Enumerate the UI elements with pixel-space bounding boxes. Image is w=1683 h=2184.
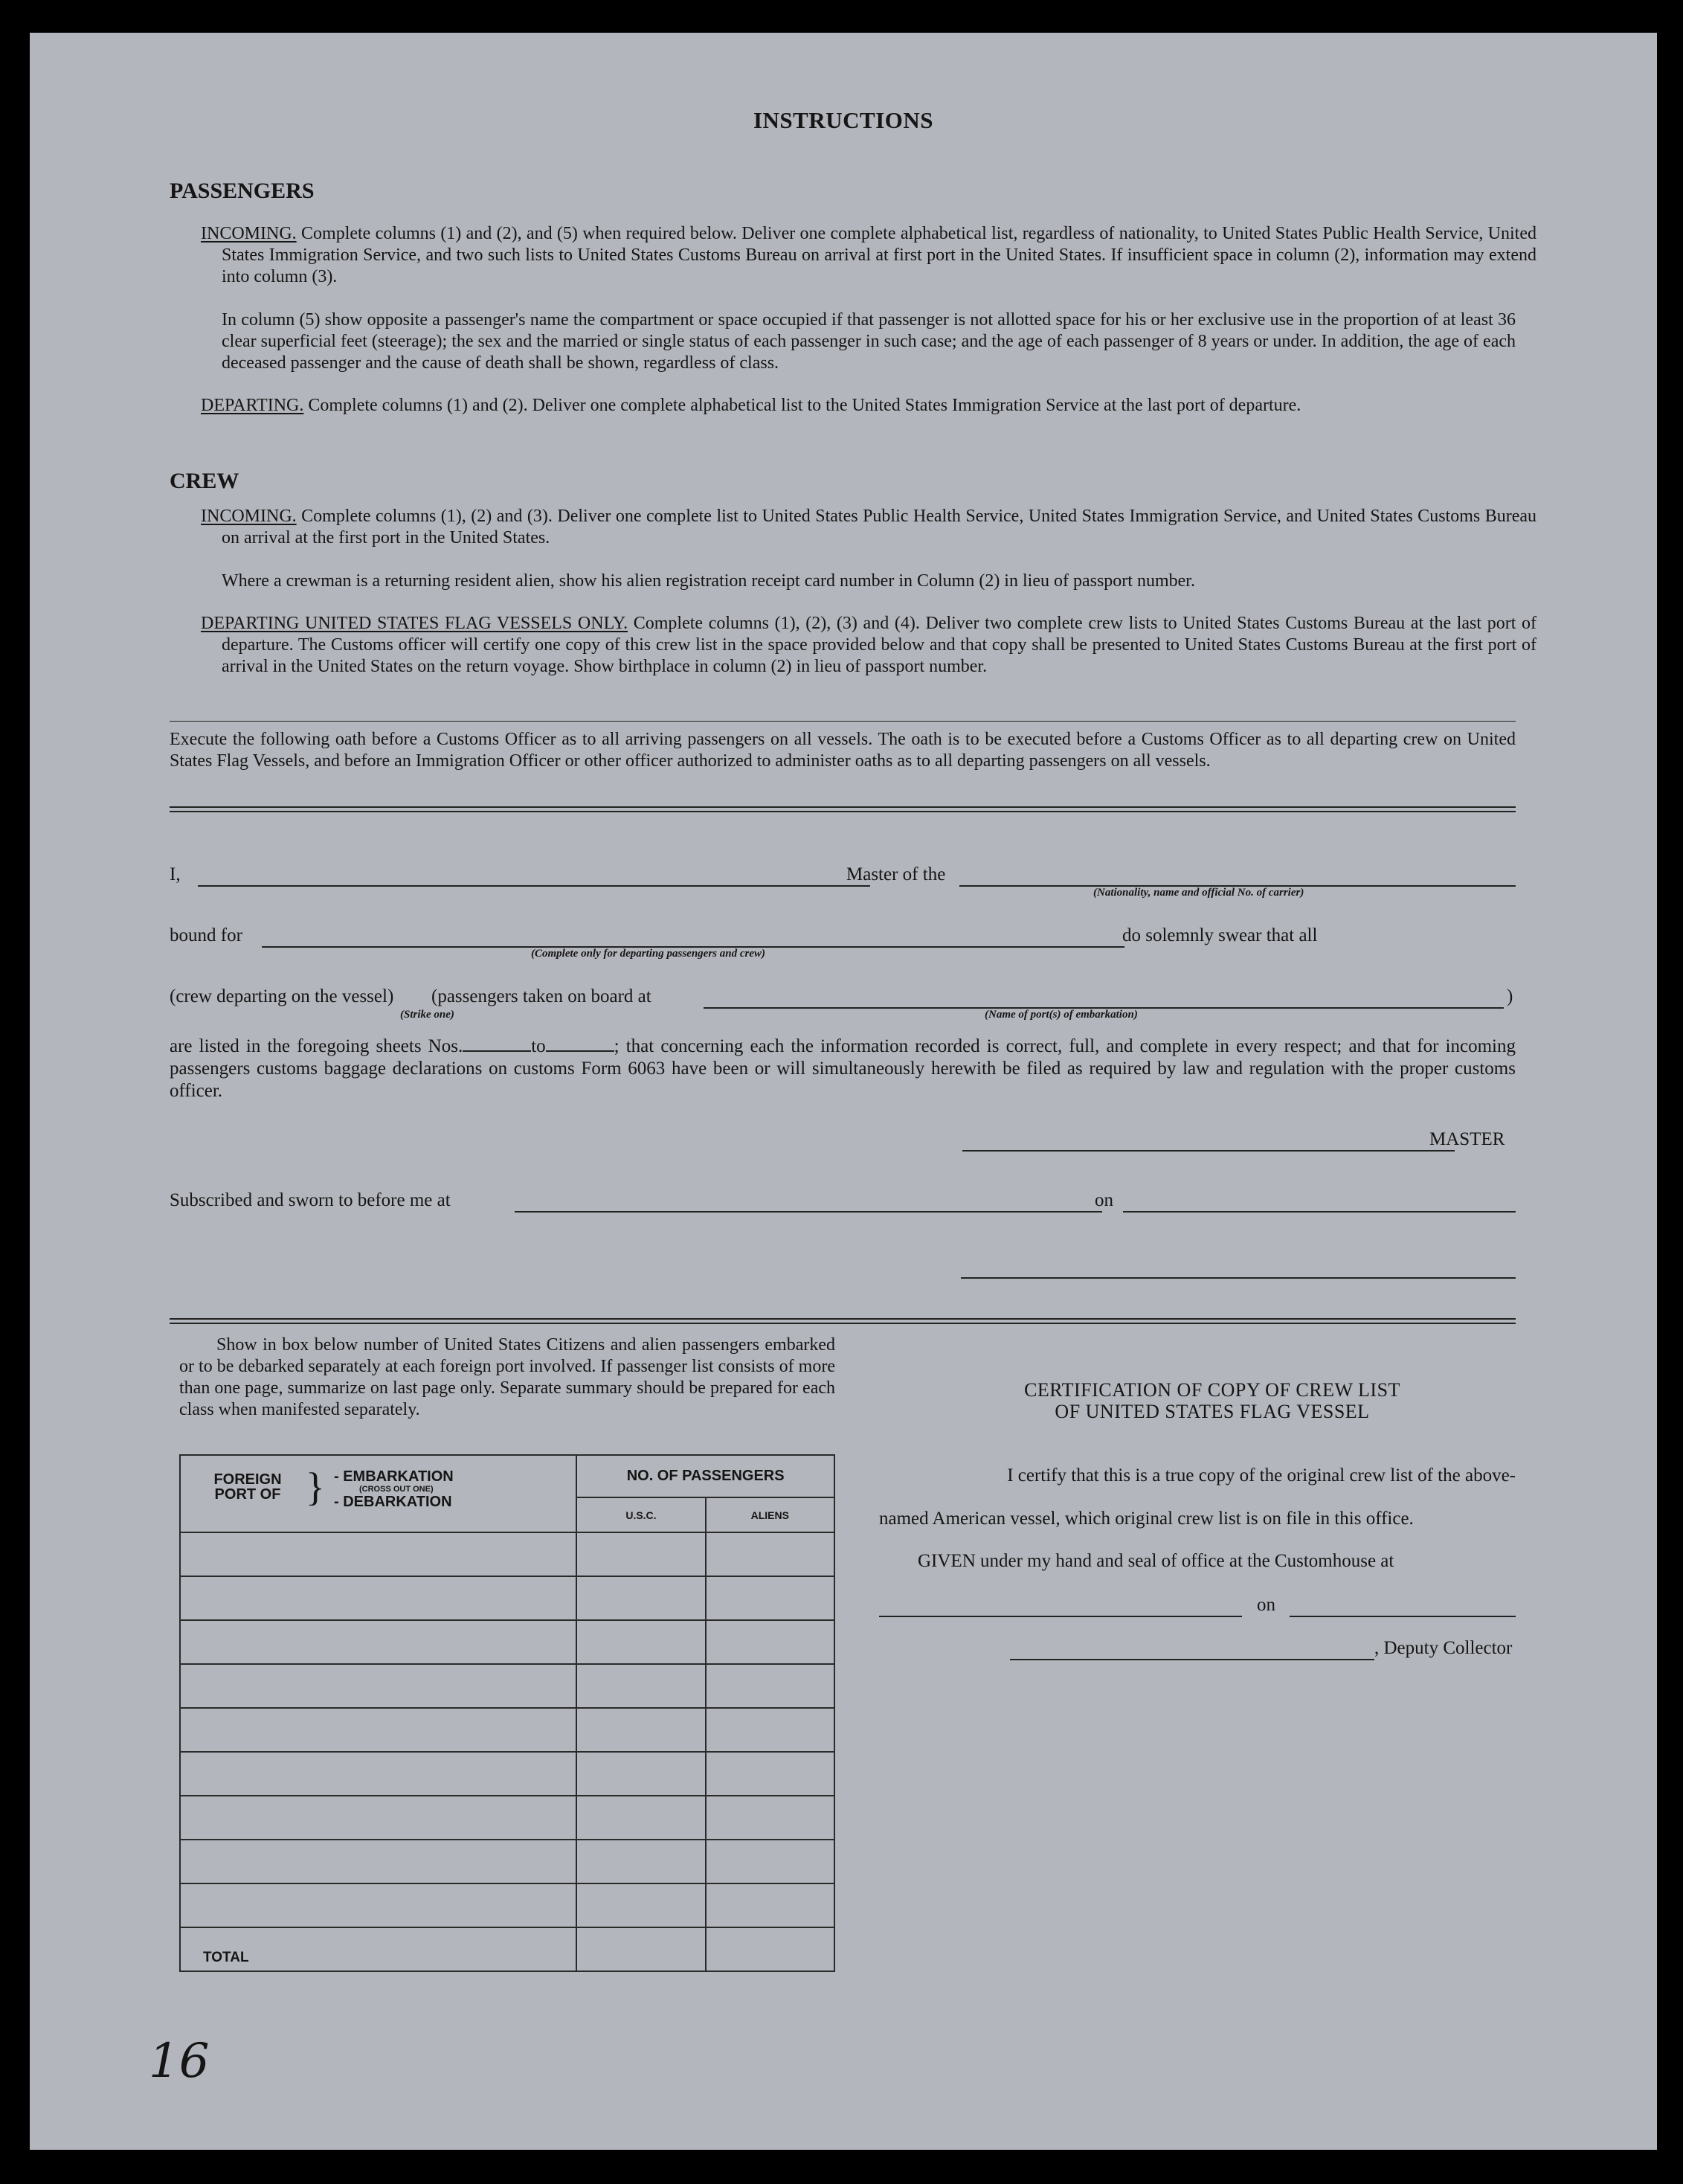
separator-line xyxy=(170,721,1516,722)
port-cell[interactable] xyxy=(180,1883,576,1927)
close-paren: ) xyxy=(1507,986,1513,1006)
usc-cell[interactable] xyxy=(576,1664,705,1708)
listed-paragraph xyxy=(170,1035,1516,1102)
foreign-port-label: FOREIGN PORT OF xyxy=(213,1471,282,1503)
crew-resident-paragraph: Where a crewman is a returning resident alien, show his alien registration receipt card number in Column (2) in lieu of passport number. xyxy=(222,571,1195,591)
aliens-cell[interactable] xyxy=(706,1620,834,1664)
crew-departing-label: DEPARTING UNITED STATES FLAG VESSELS ONLY. xyxy=(201,614,628,633)
certification-title-line1: CERTIFICATION OF COPY OF CREW LIST xyxy=(1024,1379,1400,1401)
master-label: MASTER xyxy=(1426,1129,1505,1150)
certify-line2: named American vessel, which original crew list is on file in this office. xyxy=(879,1509,1414,1529)
master-signature-field[interactable] xyxy=(962,1150,1455,1152)
aliens-header: ALIENS xyxy=(706,1497,834,1532)
port-cell[interactable] xyxy=(180,1664,576,1708)
aliens-cell[interactable] xyxy=(706,1708,834,1752)
crew-incoming-label: INCOMING. xyxy=(201,507,297,526)
port-cell[interactable] xyxy=(180,1620,576,1664)
passengers-departing-text: Complete columns (1) and (2). Deliver one complete alphabetical list to the United States Immigration Service at the last port of departure. xyxy=(308,396,1301,415)
sworn-on-label: on xyxy=(1090,1190,1118,1211)
crew-incoming-paragraph xyxy=(201,506,1536,549)
port-header-cell xyxy=(180,1455,576,1532)
no-of-passengers-header: NO. OF PASSENGERS xyxy=(576,1455,834,1497)
double-rule-lower xyxy=(170,1318,1516,1324)
subscribed-label: Subscribed and sworn to before me at xyxy=(170,1190,451,1210)
oath-intro-paragraph: Execute the following oath before a Customs Officer as to all arriving passengers on all vessels. The oath is to be executed before a Customs Officer as to all departing crew on United States Flag Vessels, and before an Immigration Officer or other officer authorized to administer oaths as to all departing passengers on all vessels. xyxy=(170,730,1516,771)
passengers-departing-label: DEPARTING. xyxy=(201,396,304,415)
swear-label: do solemnly swear that all xyxy=(1119,925,1320,946)
port-cell[interactable] xyxy=(180,1752,576,1796)
certification-title-line2: OF UNITED STATES FLAG VESSEL xyxy=(1055,1401,1370,1422)
port-cell[interactable] xyxy=(180,1576,576,1620)
total-row xyxy=(180,1927,834,1971)
certification-title xyxy=(907,1379,1517,1422)
aliens-cell[interactable] xyxy=(706,1752,834,1796)
master-name-field[interactable] xyxy=(198,885,870,887)
table-row xyxy=(180,1796,834,1840)
passengers-incoming-label: INCOMING. xyxy=(201,224,297,243)
table-row xyxy=(180,1664,834,1708)
crew-departing-text: Complete columns (1), (2), (3) and (4). Deliver two complete crew lists to United States Customs Bureau at the last port of departure. The Customs officer will certify one copy of this crew list in the space provided below and that copy shall be presented to United States Customs Bureau at the first port of arrival in the United States on the return voyage. Show birthplace in column (2) in lieu of passport number. xyxy=(222,614,1537,676)
double-rule xyxy=(170,806,1516,812)
passenger-summary-table xyxy=(179,1454,835,1972)
table-row xyxy=(180,1752,834,1796)
table-row xyxy=(180,1708,834,1752)
sworn-at-field[interactable] xyxy=(515,1211,1102,1213)
passengers-incoming-paragraph xyxy=(201,223,1536,288)
port-cell[interactable] xyxy=(180,1532,576,1576)
crew-incoming-text: Complete columns (1), (2) and (3). Deliver one complete list to United States Public Health Service, United States Immigration Service, and United States Customs Bureau on arrival at the first port in the United States. xyxy=(222,507,1537,547)
page-title: INSTRUCTIONS xyxy=(753,107,933,133)
bound-for-label: bound for xyxy=(170,925,242,945)
table-row xyxy=(180,1576,834,1620)
usc-cell[interactable] xyxy=(576,1840,705,1883)
deputy-collector-label: , Deputy Collector xyxy=(1374,1638,1513,1658)
listed-prefix: are listed in the foregoing sheets Nos. xyxy=(170,1036,463,1056)
aliens-cell[interactable] xyxy=(706,1883,834,1927)
sheet-to-field[interactable] xyxy=(546,1035,614,1052)
total-usc-cell[interactable] xyxy=(576,1927,705,1971)
sheet-from-field[interactable] xyxy=(463,1035,531,1052)
customhouse-field[interactable] xyxy=(879,1616,1242,1617)
total-label: TOTAL xyxy=(203,1950,249,1965)
passengers-incoming-text: Complete columns (1) and (2), and (5) when required below. Deliver one complete alphabetical list, regardless of nationality, to United States Public Health Service, United States Immigration Service, and two such lists to United States Customs Bureau on arrival at first port in the United States. If insufficient space in column (2), information may extend into column (3). xyxy=(222,224,1537,286)
port-cell[interactable] xyxy=(180,1708,576,1752)
embarkation-option[interactable]: - EMBARKATION xyxy=(334,1468,454,1485)
table-row xyxy=(180,1532,834,1576)
certify-line1: I certify that this is a true copy of the original crew list of the above- xyxy=(1007,1465,1516,1486)
certification-date-field[interactable] xyxy=(1290,1616,1516,1617)
summary-instructions: Show in box below number of United States Citizens and alien passengers embarked or to be debarked separately at each foreign port involved. If passenger list consists of more than one page, summarize on last page only. Separate summary should be prepared for each class when manifested separately. xyxy=(179,1335,835,1419)
officer-signature-field[interactable] xyxy=(961,1277,1516,1279)
listed-rest: ; that concerning each the information recorded is correct, full, and complete in every respect; and that for incoming passengers customs baggage declarations on customs Form 6063 have been or will simultaneously herewith be filed as required by law and regulation with the proper customs officer. xyxy=(170,1036,1516,1101)
carrier-caption: (Nationality, name and official No. of carrier) xyxy=(1093,887,1304,899)
strike-caption: (Strike one) xyxy=(400,1009,454,1021)
usc-header: U.S.C. xyxy=(576,1497,705,1532)
port-cell[interactable] xyxy=(180,1840,576,1883)
usc-cell[interactable] xyxy=(576,1532,705,1576)
handwritten-page-number: 16 xyxy=(149,2034,210,2089)
oath-i-label: I, xyxy=(170,864,181,884)
crew-departing-option[interactable]: (crew departing on the vessel) xyxy=(170,986,394,1006)
total-aliens-cell[interactable] xyxy=(706,1927,834,1971)
usc-cell[interactable] xyxy=(576,1883,705,1927)
usc-cell[interactable] xyxy=(576,1752,705,1796)
passengers-heading: PASSENGERS xyxy=(170,179,315,203)
usc-cell[interactable] xyxy=(576,1796,705,1840)
certification-on-label: on xyxy=(1257,1595,1275,1615)
table-row xyxy=(180,1840,834,1883)
brace-icon: } xyxy=(306,1465,325,1509)
crew-departing-paragraph xyxy=(201,613,1536,678)
port-caption: (Name of port(s) of embarkation) xyxy=(985,1009,1138,1021)
passengers-column5-paragraph: In column (5) show opposite a passenger's name the compartment or space occupied if that passenger is not allotted space for his or her exclusive use in the proportion of at least 36 clear superficial feet (steerage); the sex and the married or single status of each passenger in such case; and the age of each passenger of 8 years or under. In addition, the age of each deceased passenger and the cause of death shall be shown, regardless of class. xyxy=(222,310,1516,373)
deputy-signature-field[interactable] xyxy=(1010,1659,1374,1660)
debarkation-option[interactable]: - DEBARKATION xyxy=(334,1494,452,1510)
passengers-taken-option[interactable]: (passengers taken on board at xyxy=(431,986,651,1006)
listed-to: to xyxy=(531,1036,546,1056)
usc-cell[interactable] xyxy=(576,1576,705,1620)
table-row xyxy=(180,1620,834,1664)
usc-cell[interactable] xyxy=(576,1620,705,1664)
total-label-cell xyxy=(180,1927,576,1971)
table-row xyxy=(180,1883,834,1927)
crew-heading: CREW xyxy=(170,469,239,493)
passengers-departing-paragraph xyxy=(201,395,1536,417)
form-sheet xyxy=(30,33,1657,2150)
cross-out-note: (CROSS OUT ONE) xyxy=(359,1485,434,1494)
sworn-date-field[interactable] xyxy=(1123,1211,1516,1213)
port-cell[interactable] xyxy=(180,1796,576,1840)
aliens-cell[interactable] xyxy=(706,1664,834,1708)
aliens-cell[interactable] xyxy=(706,1840,834,1883)
departing-caption: (Complete only for departing passengers and crew) xyxy=(531,948,765,960)
given-line: GIVEN under my hand and seal of office at the Customhouse at xyxy=(918,1551,1394,1571)
aliens-cell[interactable] xyxy=(706,1532,834,1576)
aliens-cell[interactable] xyxy=(706,1576,834,1620)
master-of-label: Master of the xyxy=(843,864,948,885)
usc-cell[interactable] xyxy=(576,1708,705,1752)
aliens-cell[interactable] xyxy=(706,1796,834,1840)
